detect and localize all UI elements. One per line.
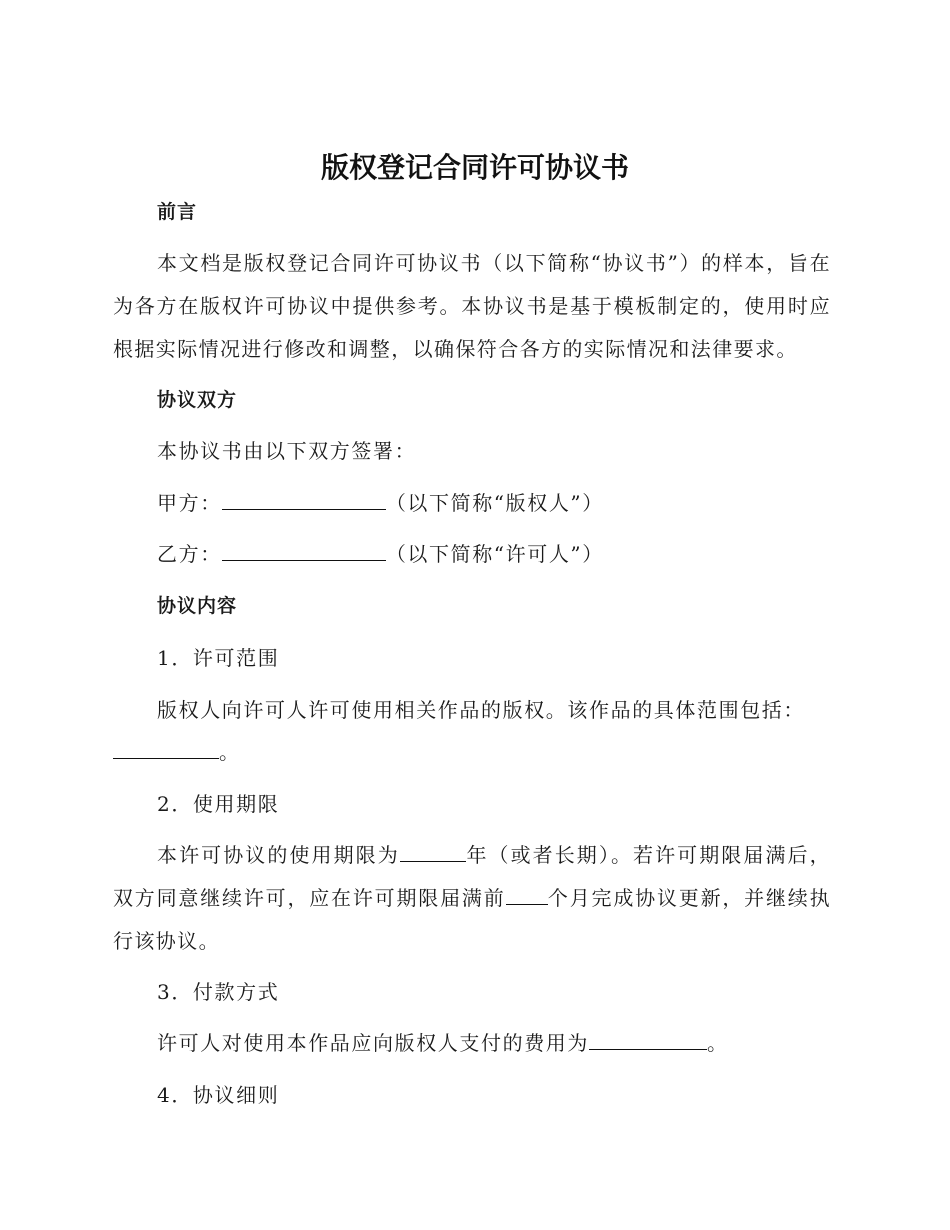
party-b-blank: [222, 540, 386, 561]
party-a-line: [157, 489, 837, 517]
section1-text: 版权人向许可人许可使用相关作品的版权。该作品的具体范围包括：: [157, 698, 805, 722]
section2-text-b: 年（或者长期）。若许可期限届满后，双方同意继续许可，应在许可期限届满前: [113, 843, 831, 910]
section2-text-a: 本许可协议的使用期限为: [157, 843, 400, 867]
section3-title: 3．付款方式: [157, 980, 280, 1004]
section2-text-c: 个月完成协议更新，并继续执行该协议。: [113, 886, 831, 953]
section3-text: 许可人对使用本作品应向版权人支付的费用为: [157, 1031, 589, 1055]
party-a-suffix: （以下简称“版权人”）: [385, 491, 604, 515]
preface-heading: 前言: [157, 201, 198, 223]
section2-paragraph: [113, 834, 831, 963]
section2-title: 2．使用期限: [157, 792, 280, 816]
parties-intro: 本协议书由以下双方签署：: [157, 439, 417, 463]
document-title: 版权登记合同许可协议书: [320, 151, 629, 184]
content-heading: 协议内容: [157, 595, 238, 617]
section3-end: 。: [707, 1031, 729, 1055]
section2-years-blank: [400, 841, 466, 862]
party-a-blank: [222, 489, 386, 510]
party-a-label: 甲方：: [157, 491, 222, 515]
section1-blank-line: [113, 738, 838, 766]
party-b-suffix: （以下简称“许可人”）: [385, 542, 604, 566]
section3-fee-blank: [589, 1029, 707, 1050]
section1-title: 1．许可范围: [157, 646, 280, 670]
parties-heading: 协议双方: [157, 389, 238, 411]
party-b-label: 乙方：: [157, 542, 222, 566]
section4-title: 4．协议细则: [157, 1083, 280, 1107]
section1-end: 。: [219, 740, 241, 764]
preface-paragraph: 本文档是版权登记合同许可协议书（以下简称“协议书”）的样本，旨在为各方在版权许可协议中提供参考。本协议书是基于模板制定的，使用时应根据实际情况进行修改和调整，以确保符合各方的实际情况和法律要求。: [113, 251, 831, 361]
party-b-line: [157, 540, 837, 568]
section3-line: [157, 1029, 837, 1057]
section1-blank: [113, 738, 219, 759]
section2-months-blank: [506, 884, 548, 905]
